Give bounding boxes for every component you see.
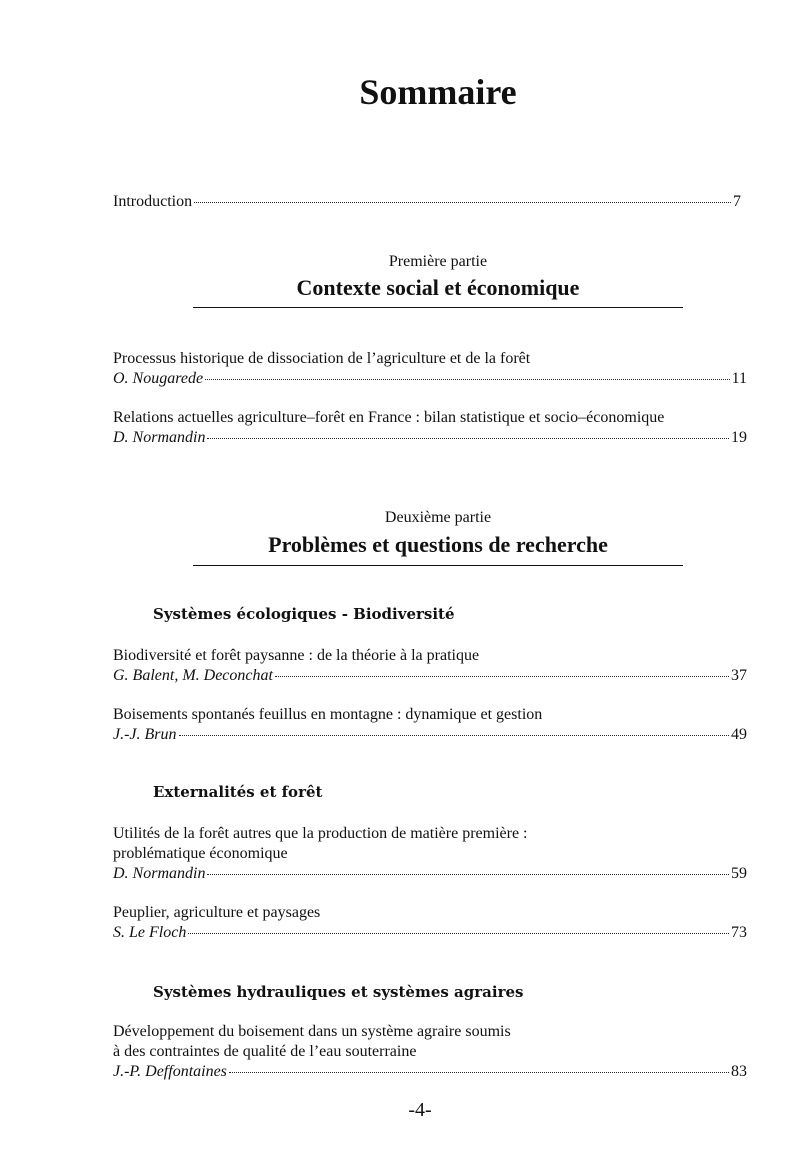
toc-entry-title: Processus historique de dissociation de l’agriculture et de la forêt bbox=[113, 350, 531, 367]
toc-entry-author: J.-J. Brun bbox=[113, 726, 177, 743]
section-heading: Externalités et forêt bbox=[153, 783, 323, 801]
leader-dots bbox=[275, 676, 729, 677]
toc-entry-author: D. Normandin bbox=[113, 429, 206, 446]
toc-entry-author: G. Balent, M. Deconchat bbox=[113, 667, 273, 684]
section-heading: Systèmes hydrauliques et systèmes agraires bbox=[153, 983, 524, 1001]
toc-entry-title: Boisements spontanés feuillus en montagne : dynamique et gestion bbox=[113, 706, 543, 723]
leader-dots bbox=[229, 1072, 729, 1073]
toc-entry-author: J.-P. Deffontaines bbox=[113, 1063, 227, 1080]
toc-entry[interactable] bbox=[113, 1062, 747, 1082]
toc-entry-page: 59 bbox=[731, 865, 747, 882]
leader-dots bbox=[194, 202, 731, 203]
page-title: Sommaire bbox=[359, 72, 517, 112]
toc-entry-title: Peuplier, agriculture et paysages bbox=[113, 904, 321, 921]
toc-entry-title-continued: problématique économique bbox=[113, 845, 288, 862]
leader-dots bbox=[205, 379, 730, 380]
part-title: Problèmes et questions de recherche bbox=[268, 532, 608, 557]
toc-entry[interactable] bbox=[113, 369, 747, 389]
toc-entry-title: Développement du boisement dans un système agraire soumis bbox=[113, 1023, 511, 1040]
part-divider bbox=[193, 565, 683, 566]
toc-entry-page: 7 bbox=[733, 193, 741, 210]
part-label: Deuxième partie bbox=[384, 509, 492, 526]
toc-entry[interactable] bbox=[113, 864, 747, 884]
toc-entry-page: 11 bbox=[731, 370, 747, 387]
page-number: -4- bbox=[408, 1099, 432, 1121]
toc-entry-author: D. Normandin bbox=[113, 865, 206, 882]
leader-dots bbox=[188, 933, 729, 934]
leader-dots bbox=[207, 874, 729, 875]
part-title: Contexte social et économique bbox=[296, 275, 580, 300]
toc-entry-title: Biodiversité et forêt paysanne : de la théorie à la pratique bbox=[113, 647, 480, 664]
toc-entry-title: Relations actuelles agriculture–forêt en France : bilan statistique et socio–économique bbox=[113, 409, 665, 426]
toc-entry-page: 19 bbox=[731, 429, 747, 446]
leader-dots bbox=[207, 438, 729, 439]
toc-entry-introduction[interactable] bbox=[113, 192, 741, 212]
toc-entry[interactable] bbox=[113, 428, 747, 448]
toc-entry-page: 37 bbox=[731, 667, 747, 684]
toc-entry-page: 83 bbox=[731, 1063, 747, 1080]
toc-entry-title: Utilités de la forêt autres que la production de matière première : bbox=[113, 825, 528, 842]
toc-entry-title-continued: à des contraintes de qualité de l’eau souterraine bbox=[113, 1043, 417, 1060]
toc-entry-page: 73 bbox=[731, 924, 747, 941]
part-label: Première partie bbox=[388, 253, 488, 270]
part-divider bbox=[193, 307, 683, 308]
toc-entry-author: S. Le Floch bbox=[113, 924, 187, 941]
toc-entry-page: 49 bbox=[731, 726, 747, 743]
toc-entry-title: Introduction bbox=[113, 193, 193, 210]
toc-entry[interactable] bbox=[113, 923, 747, 943]
toc-entry[interactable] bbox=[113, 666, 747, 686]
toc-entry-author: O. Nougarede bbox=[113, 370, 204, 387]
section-heading: Systèmes écologiques - Biodiversité bbox=[153, 605, 455, 623]
toc-entry[interactable] bbox=[113, 725, 747, 745]
leader-dots bbox=[179, 735, 729, 736]
